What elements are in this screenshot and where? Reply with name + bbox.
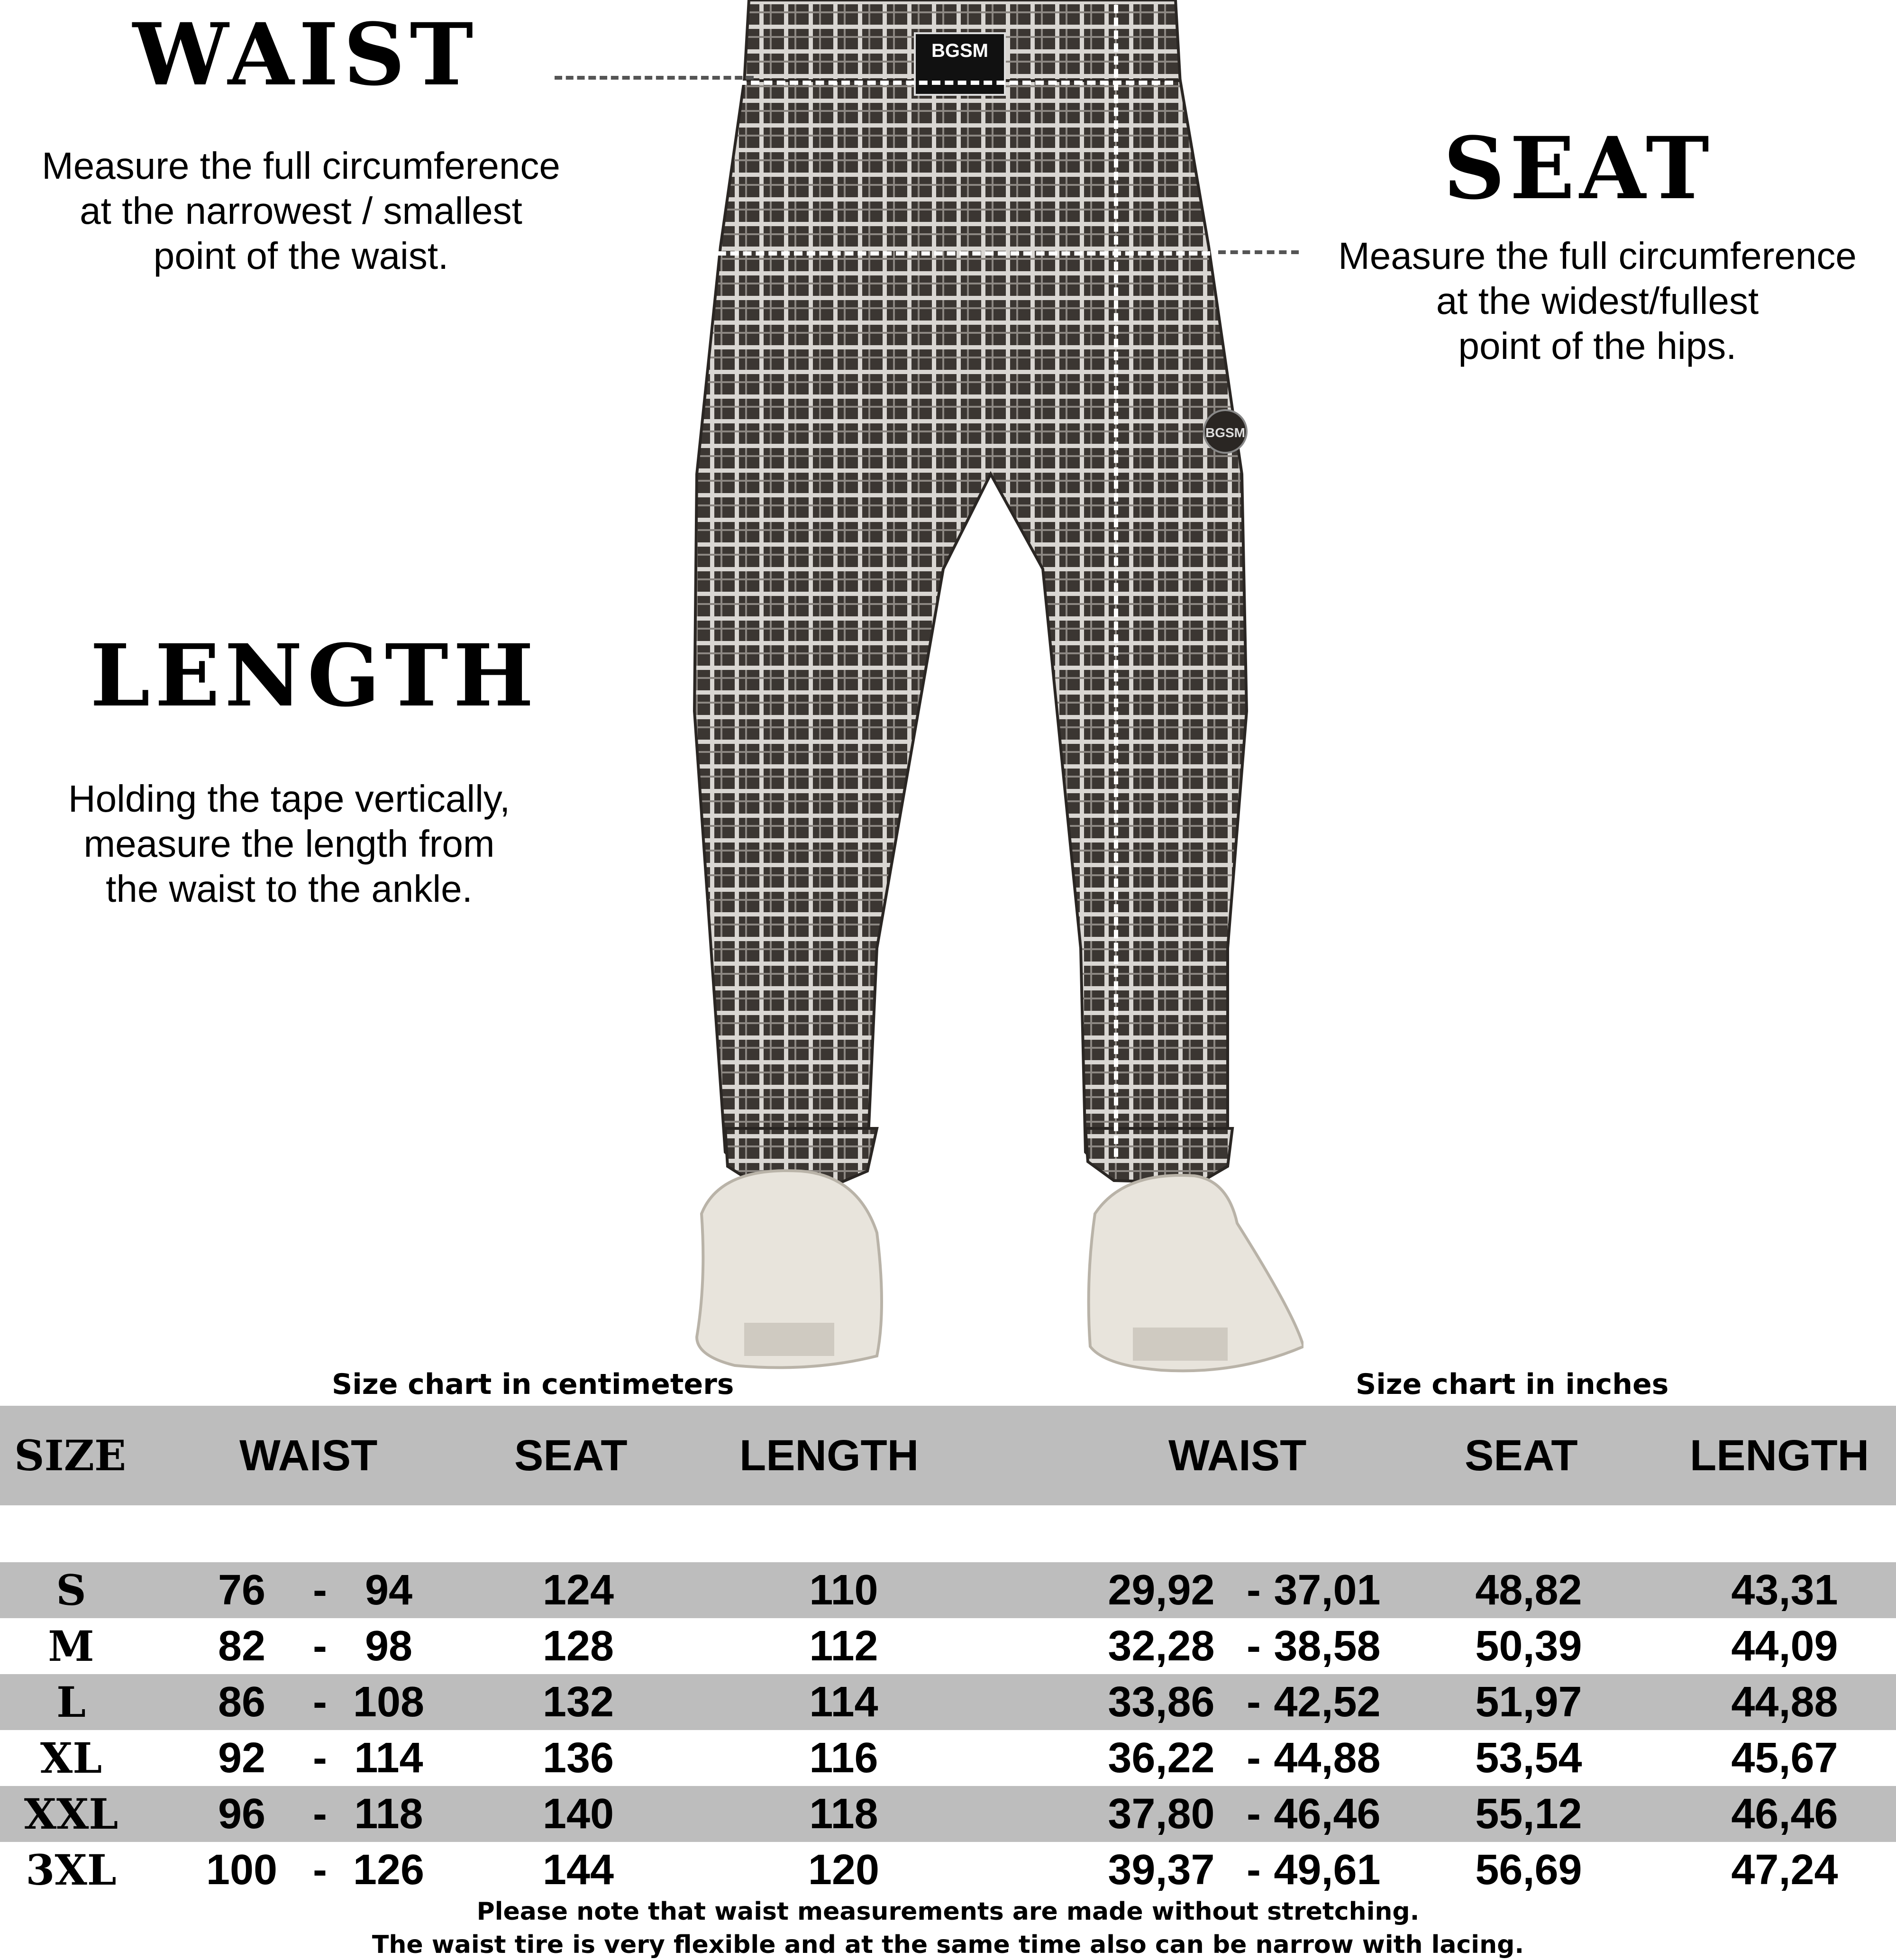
cell-in-length: 44,88 [1731, 1678, 1838, 1726]
length-desc-line: the waist to the ankle. [106, 868, 473, 910]
cell-in-w-max: 44,88 [1274, 1734, 1381, 1782]
length-measure-line [1114, 5, 1118, 1157]
cell-in-length: 47,24 [1731, 1846, 1838, 1894]
cell-w-min: 96 [218, 1790, 266, 1838]
header-size: SIZE [14, 1431, 127, 1480]
cell-in-seat: 50,39 [1475, 1622, 1582, 1670]
pants-photo [611, 0, 1304, 1375]
pants-illustration [611, 0, 1304, 1375]
cell-seat: 140 [542, 1790, 614, 1838]
cell-size: L [56, 1677, 86, 1727]
header-length-cm: LENGTH [739, 1431, 919, 1480]
cell-w-max: 114 [354, 1734, 423, 1782]
cell-in-seat: 53,54 [1475, 1734, 1582, 1782]
seat-description [1304, 233, 1891, 368]
cell-length: 120 [808, 1846, 880, 1894]
range-dash: - [1247, 1622, 1261, 1670]
range-dash: - [1247, 1734, 1261, 1782]
cell-w-max: 98 [365, 1622, 413, 1670]
header-length-in: LENGTH [1690, 1431, 1869, 1480]
header-seat-in: SEAT [1465, 1431, 1578, 1480]
seat-leader-line [1218, 250, 1299, 254]
cell-size: XXL [24, 1789, 118, 1839]
cell-in-w-min: 39,37 [1108, 1846, 1215, 1894]
cell-in-w-max: 42,52 [1274, 1678, 1381, 1726]
range-dash: - [1247, 1846, 1261, 1894]
waist-measure-line [557, 81, 1173, 85]
cell-size: M [48, 1621, 94, 1671]
length-desc-line: measure the length from [83, 823, 495, 865]
length-title: LENGTH [90, 626, 539, 726]
cell-in-w-min: 33,86 [1108, 1678, 1215, 1726]
note-line-1: Please note that waist measurements are made without stretching. [476, 1897, 1420, 1926]
cell-in-length: 43,31 [1731, 1566, 1838, 1614]
cell-seat: 136 [542, 1734, 614, 1782]
cell-in-w-max: 37,01 [1274, 1566, 1381, 1614]
cell-size: 3XL [26, 1845, 117, 1895]
cell-in-w-max: 38,58 [1274, 1622, 1381, 1670]
cell-size: S [56, 1566, 86, 1615]
cell-in-length: 45,67 [1731, 1734, 1838, 1782]
cell-length: 110 [809, 1566, 878, 1614]
cell-in-length: 46,46 [1731, 1790, 1838, 1838]
cell-seat: 128 [542, 1622, 614, 1670]
table-row [0, 1674, 1896, 1730]
cell-length: 116 [809, 1734, 878, 1782]
seat-desc-line: Measure the full circumference [1338, 235, 1857, 277]
table-row [0, 1786, 1896, 1842]
header-waist-in: WAIST [1168, 1431, 1307, 1480]
brand-tag-label: BGSM [931, 40, 988, 61]
cell-w-min: 76 [218, 1566, 266, 1614]
range-dash: - [313, 1734, 327, 1782]
cell-w-max: 126 [353, 1846, 425, 1894]
cell-w-min: 100 [206, 1846, 278, 1894]
seat-desc-line: point of the hips. [1458, 325, 1737, 367]
cell-size: XL [40, 1733, 102, 1783]
cell-w-max: 108 [353, 1678, 425, 1726]
range-dash: - [313, 1622, 327, 1670]
cell-w-min: 92 [218, 1734, 266, 1782]
table-row [0, 1730, 1896, 1786]
cell-in-seat: 51,97 [1475, 1678, 1582, 1726]
caption-centimeters: Size chart in centimeters [332, 1368, 734, 1401]
range-dash: - [1247, 1678, 1261, 1726]
table-header [0, 1406, 1896, 1505]
cell-seat: 124 [542, 1566, 614, 1614]
waist-description [9, 143, 592, 278]
cell-seat: 144 [542, 1846, 614, 1894]
range-dash: - [313, 1566, 327, 1614]
caption-inches: Size chart in inches [1356, 1368, 1669, 1401]
range-dash: - [1247, 1566, 1261, 1614]
cell-w-min: 82 [218, 1622, 266, 1670]
cell-in-w-min: 36,22 [1108, 1734, 1215, 1782]
range-dash: - [313, 1678, 327, 1726]
table-row [0, 1562, 1896, 1618]
waist-desc-line: Measure the full circumference [42, 145, 560, 187]
seat-measure-line [692, 251, 1223, 256]
header-seat-cm: SEAT [514, 1431, 628, 1480]
waist-desc-line: at the narrowest / smallest [80, 190, 522, 232]
hip-patch-label: BGSM [1205, 425, 1245, 440]
cell-in-seat: 56,69 [1475, 1846, 1582, 1894]
cell-in-seat: 48,82 [1475, 1566, 1582, 1614]
cell-in-seat: 55,12 [1475, 1790, 1582, 1838]
cell-in-w-max: 46,46 [1274, 1790, 1381, 1838]
seat-title: SEAT [1443, 119, 1714, 219]
cell-in-w-min: 29,92 [1108, 1566, 1215, 1614]
cell-in-w-min: 32,28 [1108, 1622, 1215, 1670]
waist-title: WAIST [133, 5, 478, 105]
seat-desc-line: at the widest/fullest [1436, 280, 1759, 322]
length-desc-line: Holding the tape vertically, [68, 778, 510, 820]
waist-desc-line: point of the waist. [153, 235, 449, 277]
cell-in-length: 44,09 [1731, 1622, 1838, 1670]
cell-length: 112 [809, 1622, 878, 1670]
cell-w-max: 94 [365, 1566, 413, 1614]
range-dash: - [313, 1846, 327, 1894]
waist-leader-line [555, 76, 754, 80]
table-row [0, 1842, 1896, 1898]
table-row [0, 1618, 1896, 1674]
cell-w-min: 86 [218, 1678, 266, 1726]
length-description [9, 776, 569, 911]
cell-in-w-max: 49,61 [1274, 1846, 1381, 1894]
cell-length: 118 [809, 1790, 878, 1838]
range-dash: - [1247, 1790, 1261, 1838]
cell-length: 114 [809, 1678, 878, 1726]
cell-in-w-min: 37,80 [1108, 1790, 1215, 1838]
cell-seat: 132 [542, 1678, 614, 1726]
header-waist-cm: WAIST [239, 1431, 378, 1480]
cell-w-max: 118 [354, 1790, 423, 1838]
range-dash: - [313, 1790, 327, 1838]
note-line-2: The waist tire is very flexible and at the same time also can be narrow with lacing. [372, 1931, 1524, 1959]
